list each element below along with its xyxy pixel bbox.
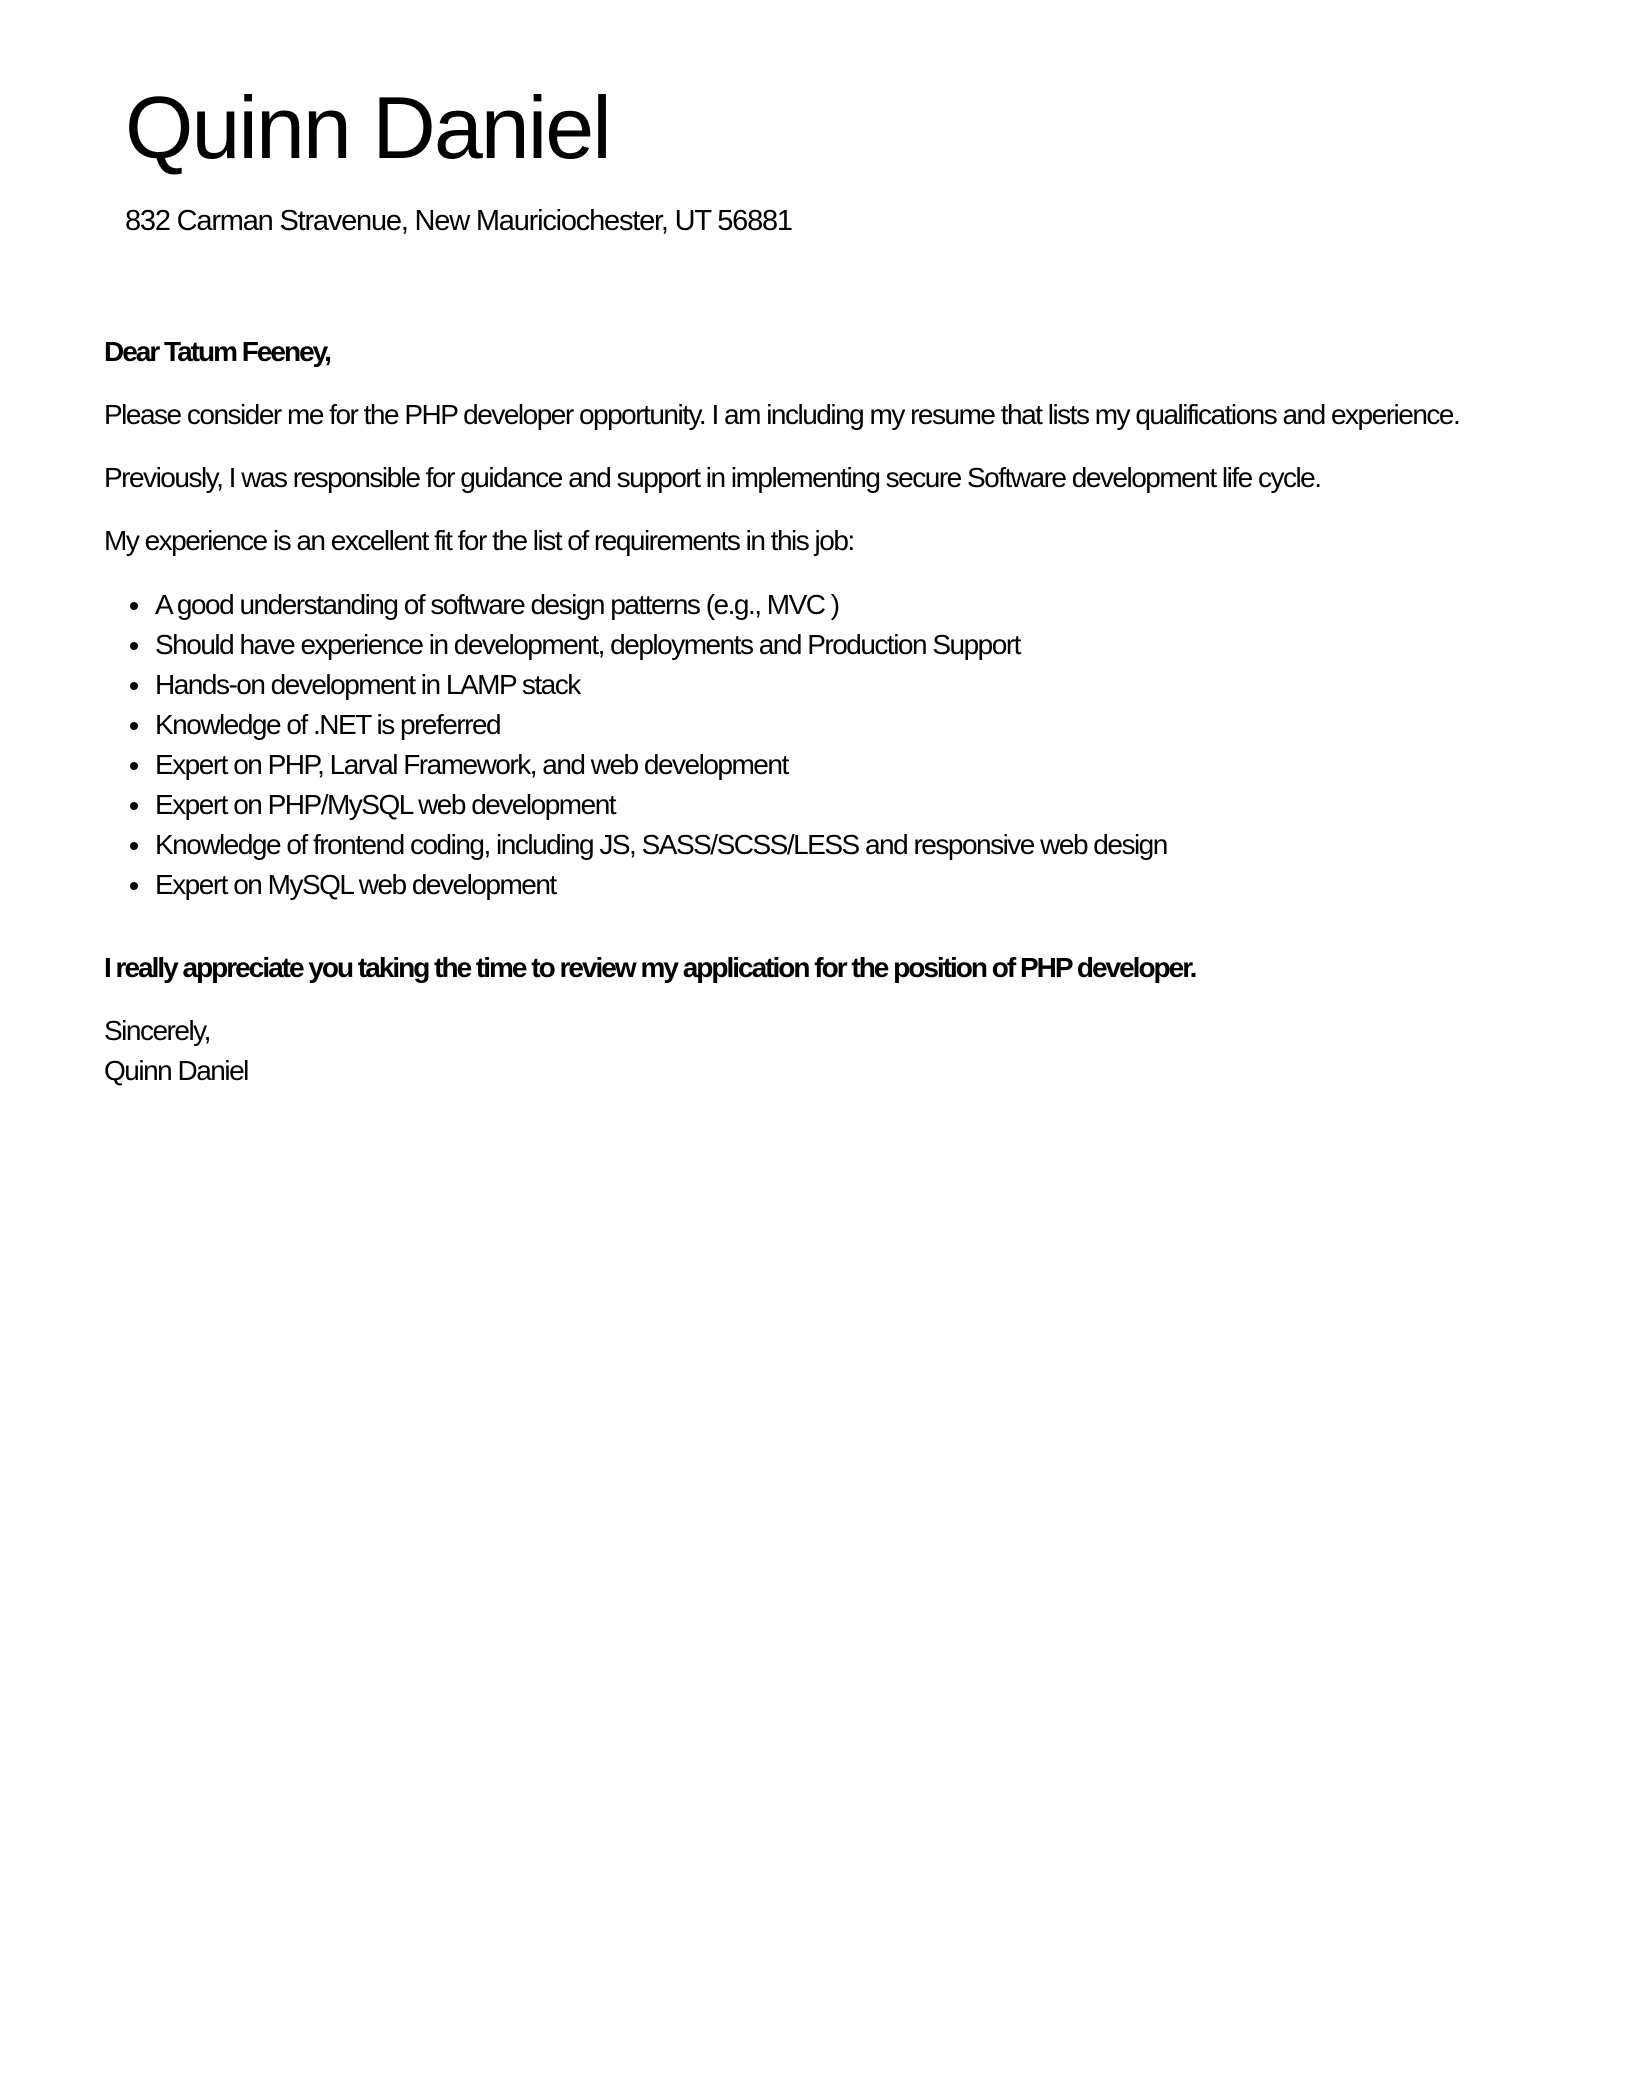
body-paragraph: Please consider me for the PHP developer opportunity. I am including my resume that lists my qualifications and experience.: [104, 398, 1460, 430]
applicant-name-title: Quinn Daniel: [125, 78, 610, 177]
intro-paragraphs: [104, 395, 1572, 561]
requirement-item: • Knowledge of frontend coding, including JS, SASS/SCSS/LESS and responsive web design: [153, 825, 1572, 865]
body-paragraph: My experience is an excellent fit for the list of requirements in this job:: [104, 524, 854, 556]
requirement-item: • A good understanding of software design patterns (e.g., MVC ): [153, 585, 1572, 625]
closing-statement: I really appreciate you taking the time to review my application for the position of PHP developer.: [104, 951, 1196, 983]
requirement-item: • Expert on MySQL web development: [153, 865, 1572, 905]
letter-header: [0, 0, 1632, 238]
requirements-list: [104, 585, 1572, 905]
signoff-block: [104, 1011, 1572, 1091]
requirement-item: • Should have experience in development, deployments and Production Support: [153, 625, 1572, 665]
signature-name: Quinn Daniel: [104, 1054, 248, 1086]
salutation: Dear Tatum Feeney,: [104, 335, 330, 367]
requirement-item: • Expert on PHP, Larval Framework, and web development: [153, 745, 1572, 785]
applicant-address: 832 Carman Stravenue, New Mauriciochester, UT 56881: [125, 204, 792, 237]
body-paragraph: Previously, I was responsible for guidance and support in implementing secure Software development life cycle.: [104, 461, 1321, 493]
letter-body: [0, 332, 1632, 1091]
requirement-item: • Knowledge of .NET is preferred: [153, 705, 1572, 745]
requirement-item: • Expert on PHP/MySQL web development: [153, 785, 1572, 825]
requirement-item: • Hands-on development in LAMP stack: [153, 665, 1572, 705]
signoff: Sincerely,: [104, 1014, 210, 1046]
